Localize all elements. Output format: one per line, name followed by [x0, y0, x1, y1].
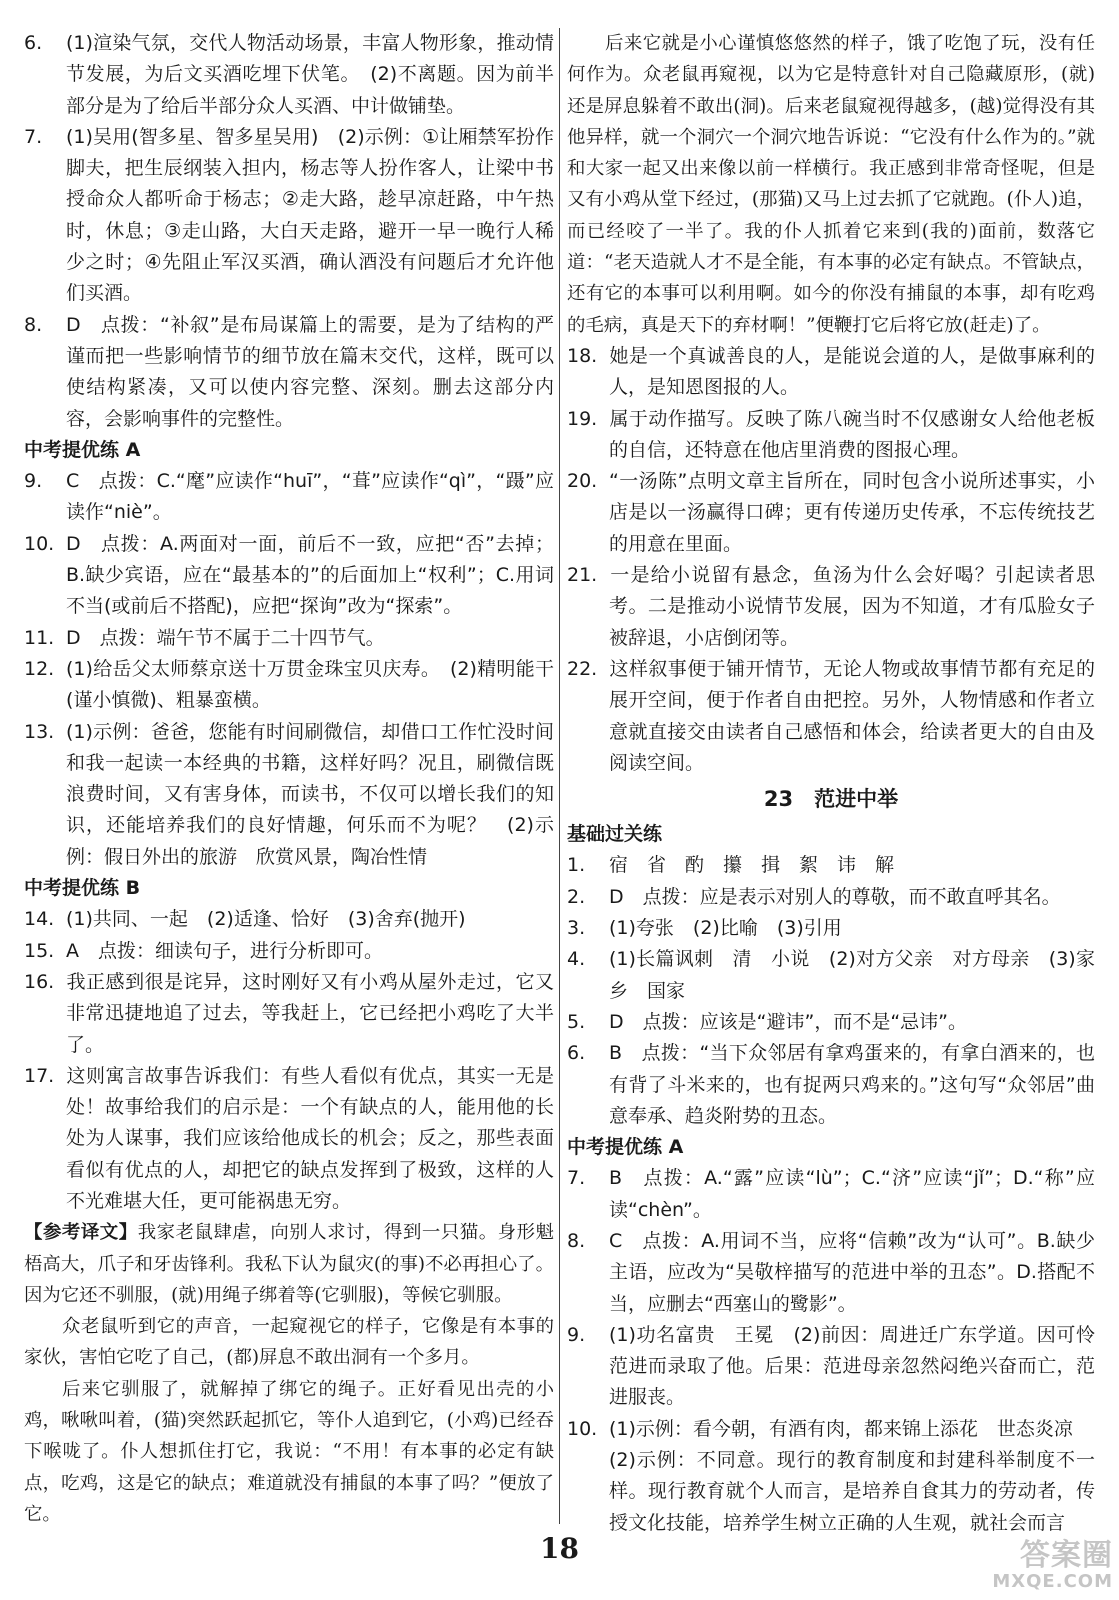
advanced-answer-8: 8. C 点拨：A.用词不当，应将“信赖”改为“认可”。B.缺少主语，应改为“吴敬梓描写的范进中举的丑态”。D.搭配不当，应删去“西塞山的鹭影”。 [567, 1229, 1095, 1315]
answer-16: 16. 我正感到很是诧异，这时刚好又有小鸡从屋外走过，它又非常迅捷地追了过去，等我赶上，它已经把小鸡吃了大半了。 [24, 970, 554, 1056]
answer-14: 14. (1)共同、一起 (2)适逢、恰好 (3)舍弃(抛开) [24, 908, 466, 931]
reference-translation-3: 后来它驯服了，就解掉了绑它的绳子。正好看见出壳的小鸡，啾啾叫着，(猫)突然跃起抓它，等仆人追到它，(小鸡)已经吞下喉咙了。仆人想抓住打它，我说：“不用！有本事的必定有缺点，吃鸡，这是它的缺点；难道就没有捕鼠的本事了吗？”便放了它。 [24, 1378, 554, 1525]
advanced-answer-10: 10. (1)示例：看今朝，有酒有肉，都来锦上添花 世态炎凉 [567, 1417, 1073, 1440]
answer-20: 20. “一汤陈”点明文章主旨所在，同时包含小说所述事实，小店是以一汤赢得口碑；更有传递历史传承，不忘传统技艺的用意在里面。 [567, 470, 1095, 555]
chapter-title: 23 范进中举 [763, 787, 899, 812]
column-divider [559, 28, 560, 1524]
answer-11: 11. D 点拨：端午节不属于二十四节气。 [24, 626, 385, 649]
left-column [24, 28, 554, 1530]
watermark-url: MXQE.COM [992, 1571, 1113, 1592]
reference-translation-2: 众老鼠听到它的声音，一起窥视它的样子，它像是有本事的家伙，害怕它吃了自己，(都)屏息不敢出洞有一个多月。 [24, 1316, 554, 1369]
answer-7: 7. (1)吴用(智多星、智多星吴用) (2)示例：①让厢禁军扮作脚夫，把生辰纲装入担内，杨志等人扮作客人，让梁中书授命众人都听命于杨志；②走大路，趁早凉赶路，中午热时，休息；③走山路，大白天走路，避开一早一晚行人稀少之时；④先阻止军汉买酒，确认酒没有问题后才允许他们买酒。 [24, 125, 554, 305]
answer-19: 19. 属于动作描写。反映了陈八碗当时不仅感谢女人给他老板的自信，还特意在他店里消费的图报心理。 [567, 407, 1095, 461]
basic-answer-4: 4. (1)长篇讽刺 清 小说 (2)对方父亲 对方母亲 (3)家乡 国家 [567, 948, 1095, 1002]
reference-translation-heading: 【参考译文】 [24, 1222, 138, 1244]
page-number: 18 [540, 1532, 579, 1565]
right-column [567, 28, 1095, 1539]
answer-22: 22. 这样叙事便于铺开情节，无论人物或故事情节都有充足的展开空间，便于作者自由把控。另外，人物情感和作者立意就直接交由读者自己感悟和体会，给读者更大的自由及阅读空间。 [567, 657, 1095, 774]
section-heading-a: 中考提优练 A [24, 438, 141, 461]
answer-15: 15. A 点拨：细读句子，进行分析即可。 [24, 939, 383, 962]
answer-6: 6. (1)渲染气氛，交代人物活动场景，丰富人物形象，推动情节发展，为后文买酒吃埋下伏笔。 (2)不离题。因为前半部分是为了给后半部分众人买酒、中计做铺垫。 [24, 32, 554, 117]
advanced-answer-7: 7. B 点拨：A.“露”应读“lù”；C.“济”应读“jǐ”；D.“称”应读“chèn”。 [567, 1167, 1095, 1221]
advanced-answer-9: 9. (1)功名富贵 王冕 (2)前因：周进迁广东学道。因可怜范进而录取了他。后果：范进母亲忽然闷绝兴奋而亡，范进服丧。 [567, 1323, 1095, 1409]
answer-13: 13. (1)示例：爸爸，您能有时间刷微信，却借口工作忙没时间和我一起读一本经典的书籍，这样好吗？况且，刷微信既浪费时间，又有害身体，而读书，不仅可以增长我们的知识，还能培养我们的良好情趣，何乐而不为呢？ (2)示例：假日外出的旅游 欣赏风景，陶冶性情 [24, 720, 554, 868]
section-heading-b: 中考提优练 B [24, 877, 141, 900]
answer-10: 10. D 点拨：A.两面对一面，前后不一致，应把“否”去掉；B.缺少宾语，应在“最基本的”的后面加上“权利”；C.用词不当(或前后不搭配)，应把“探询”改为“探索”。 [24, 532, 554, 618]
reference-translation-4: 后来它就是小心谨慎悠悠然的样子，饿了吃饱了玩，没有任何作为。众老鼠再窥视，以为它是特意针对自己隐藏原形，(就)还是屏息躲着不敢出(洞)。后来老鼠窥视得越多，(越)觉得没有其他异样，就一个洞穴一个洞穴地告诉说：“它没有什么作为的。”就和大家一起又出来像以前一样横行。我正感到非常奇怪呢，但是又有小鸡从堂下经过，(那猫)又马上过去抓了它就跑。(仆人)追，而已经咬了一半了。我的仆人抓着它来到(我的)面前，数落它道：“老天造就人才不是全能，有本事的必定有缺点。不管缺点，还有它的本事可以利用啊。如今的你没有捕鼠的本事，却有吃鸡的毛病，真是天下的弃材啊！”便鞭打它后将它放(赶走)了。 [567, 33, 1095, 336]
section-heading-a2: 中考提优练 A [567, 1136, 684, 1159]
answer-21: 21. 一是给小说留有悬念，鱼汤为什么会好喝？引起读者思考。二是推动小说情节发展，因为不知道，才有瓜脸女子被辞退，小店倒闭等。 [567, 564, 1095, 649]
answer-12: 12. (1)给岳父太师蔡京送十万贯金珠宝贝庆寿。 (2)精明能干(谨小慎微)、粗暴蛮横。 [24, 657, 554, 712]
basic-answer-5: 5. D 点拨：应该是“避讳”，而不是“忌讳”。 [567, 1010, 968, 1033]
advanced-answer-10-part2: (2)示例：不同意。现行的教育制度和封建科举制度不一样。现行教育就个人而言，是培养自食其力的劳动者，传授文化技能，培养学生树立正确的人生观，就社会而言 [609, 1449, 1095, 1534]
basic-answer-6: 6. B 点拨：“当下众邻居有拿鸡蛋来的，有拿白酒来的，也有背了斗米来的，也有捉两只鸡来的。”这句写“众邻居”曲意奉承、趋炎附势的丑态。 [567, 1042, 1095, 1127]
answer-18: 18. 她是一个真诚善良的人，是能说会道的人，是做事麻利的人，是知恩图报的人。 [567, 344, 1095, 399]
answer-9: 9. C 点拨：C.“麾”应读作“huī”，“葺”应读作“qì”，“蹑”应读作“niè”。 [24, 470, 554, 524]
basic-answer-2: 2. D 点拨：应是表示对别人的尊敬，而不敢直呼其名。 [567, 885, 1061, 908]
watermark-logo-text: 答案圈 [1020, 1538, 1113, 1573]
watermark [992, 1538, 1113, 1592]
reference-translation-1: 【参考译文】我家老鼠肆虐，向别人求讨，得到一只猫。身形魁梧高大，爪子和牙齿锋利。我私下认为鼠灾(的事)不必再担心了。因为它还不驯服，(就)用绳子绑着等(它驯服)，等候它驯服。 [24, 1222, 554, 1306]
section-heading-basic: 基础过关练 [567, 823, 663, 846]
answer-8: 8. D 点拨：“补叙”是布局谋篇上的需要，是为了结构的严谨而把一些影响情节的细节放在篇末交代，这样，既可以使结构紧凑，又可以使内容完整、深刻。删去这部分内容，会影响事件的完整性。 [24, 313, 554, 430]
basic-answer-1: 1. 宿 省 酌 攥 揖 絮 讳 解 [567, 854, 895, 877]
basic-answer-3: 3. (1)夸张 (2)比喻 (3)引用 [567, 917, 842, 940]
answer-17: 17. 这则寓言故事告诉我们：有些人看似有优点，其实一无是处！故事给我们的启示是：一个有缺点的人，能用他的长处为人谋事，我们应该给他成长的机会；反之，那些表面看似有优点的人，却把它的缺点发挥到了极致，这样的人不光难堪大任，更可能祸患无穷。 [24, 1064, 554, 1212]
